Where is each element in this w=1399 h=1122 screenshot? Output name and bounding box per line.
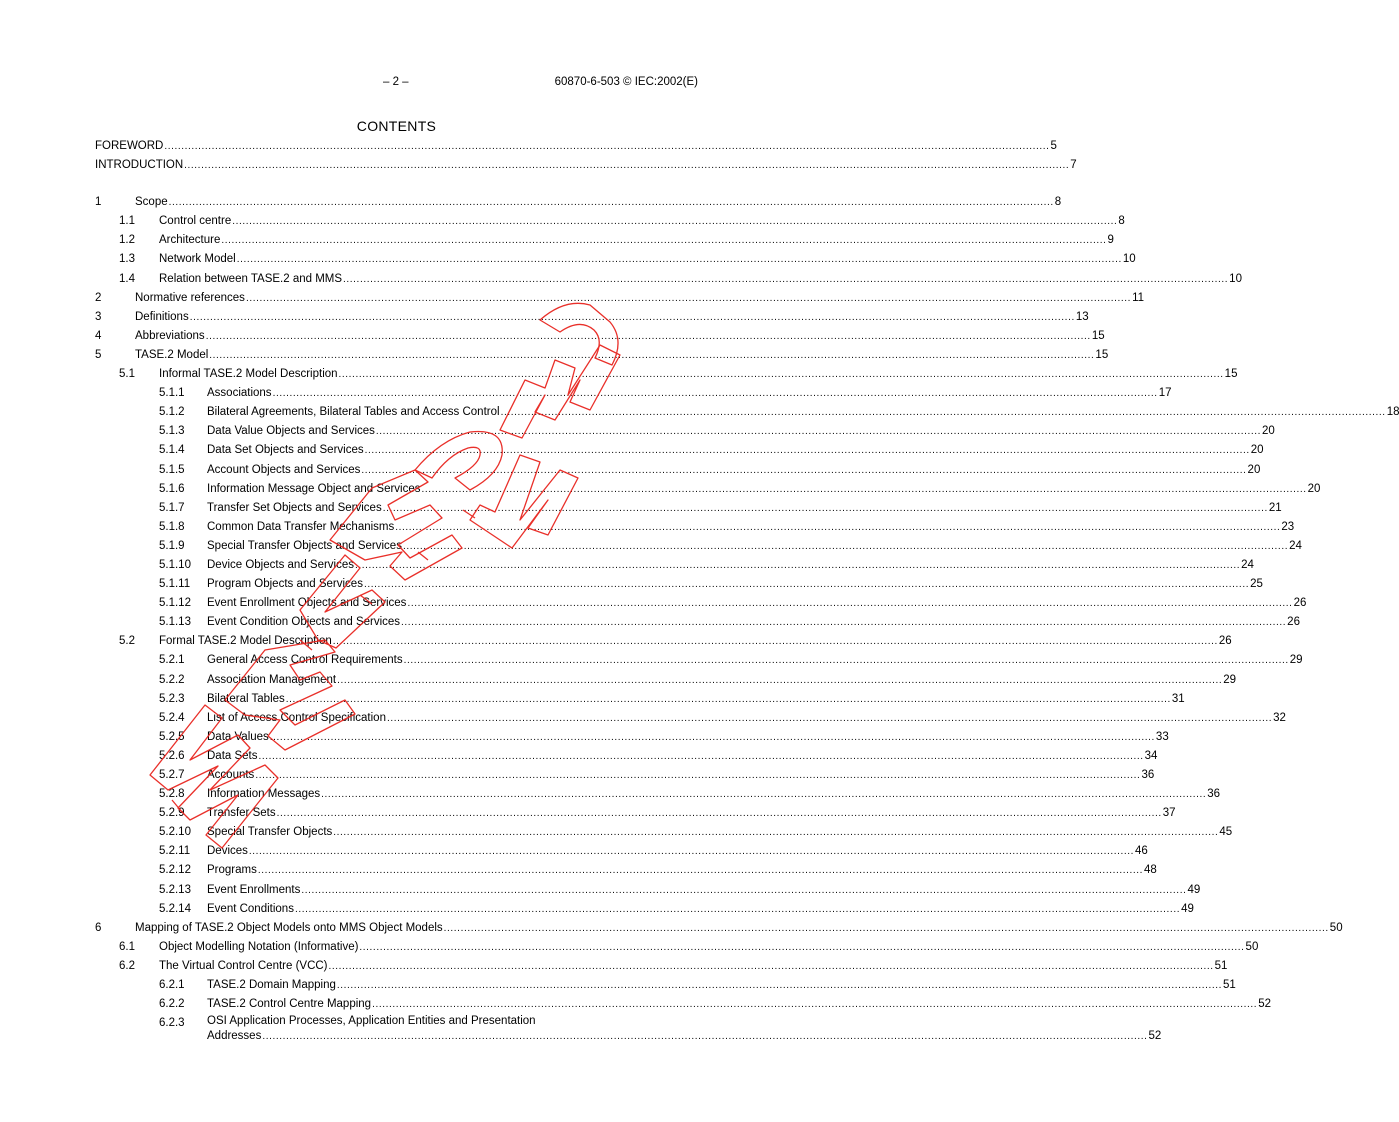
toc-leader-dots: [262, 1029, 1147, 1044]
toc-entry-page: 24: [1241, 558, 1254, 571]
toc-entry-number: 5.1.8: [159, 520, 185, 533]
toc-entry[interactable]: [95, 212, 1125, 231]
toc-entry-number: 6.2.1: [159, 979, 185, 992]
toc-leader-dots: [387, 709, 1272, 728]
toc-entry-title: Accounts: [207, 769, 255, 781]
toc-leader-dots: [361, 461, 1246, 480]
toc-entry-title: General Access Control Requirements: [207, 654, 403, 667]
toc-entry-page: 15: [1091, 329, 1105, 342]
toc-entry[interactable]: [95, 441, 1264, 460]
toc-entry[interactable]: [95, 499, 1282, 518]
toc-entry-title: Information Message Object and Services: [207, 482, 421, 495]
toc-entry-page: 17: [1158, 387, 1172, 400]
toc-entry-number: 1.3: [119, 253, 135, 266]
toc-entry-page: 45: [1219, 826, 1233, 839]
toc-entry-number: 1: [95, 196, 102, 209]
toc-leader-dots: [383, 499, 1268, 518]
toc-entry-page: 26: [1218, 635, 1232, 648]
toc-entry-number: 5.1.4: [159, 444, 185, 457]
toc-entry-number: 6.2.2: [159, 998, 185, 1011]
toc-entry[interactable]: [95, 289, 1145, 308]
toc-entry-page: 7: [1070, 159, 1077, 172]
toc-entry-title: Common Data Transfer Mechanisms: [207, 520, 395, 533]
toc-entry-page: 8: [1054, 196, 1062, 209]
toc-entry-title: Relation between TASE.2 and MMS: [159, 272, 343, 285]
toc-leader-dots: [339, 365, 1224, 384]
toc-entry-title: Special Transfer Objects: [207, 826, 333, 839]
toc-entry[interactable]: [95, 671, 1237, 690]
toc-entry-page: 26: [1287, 616, 1300, 629]
toc-entry-number: 6.2: [119, 959, 135, 972]
toc-entry[interactable]: [95, 403, 1399, 422]
toc-entry[interactable]: [95, 766, 1155, 785]
toc-entry-number: 5.2.13: [159, 883, 191, 896]
toc-entry-title: Event Enrollments: [207, 883, 301, 896]
toc-leader-dots: [333, 823, 1218, 842]
toc-entry-number: 5.1.11: [159, 578, 191, 591]
toc-entry[interactable]: [95, 308, 1089, 327]
toc-entry-page: 10: [1122, 253, 1136, 266]
toc-leader-dots: [270, 728, 1155, 747]
toc-entry-page: 49: [1181, 902, 1194, 915]
toc-entry-number: 5.2.4: [159, 711, 185, 724]
toc-entry-page: 25: [1250, 578, 1263, 591]
toc-leader-dots: [190, 308, 1075, 327]
toc-entry-page: 52: [1148, 1030, 1162, 1043]
toc-entry-page: 51: [1223, 979, 1236, 992]
toc-entry[interactable]: [95, 709, 1286, 728]
toc-entry-page: 31: [1171, 692, 1185, 705]
toc-entry[interactable]: [95, 575, 1263, 594]
toc-entry-page: 46: [1135, 845, 1148, 858]
toc-entry-number: 5.2.2: [159, 673, 185, 686]
toc-entry-page: 20: [1307, 482, 1321, 495]
toc-entry-title: Abbreviations: [135, 329, 205, 342]
toc-entry-title: FOREWORD: [95, 140, 164, 152]
toc-entry-number: 5.1.12: [159, 597, 191, 610]
toc-entry[interactable]: [95, 651, 1303, 670]
toc-leader-dots: [255, 766, 1140, 785]
toc-entry-title: Transfer Set Objects and Services: [207, 501, 382, 514]
toc-entry[interactable]: [95, 728, 1169, 747]
toc-entry-title: Program Objects and Services: [207, 578, 363, 591]
toc-entry-number: 5.2.3: [159, 692, 185, 705]
toc-leader-dots: [277, 804, 1162, 823]
toc-entry-page: 5: [1050, 140, 1057, 152]
toc-title: CONTENTS: [356, 118, 437, 134]
toc-entry-number: 5.2.14: [159, 902, 191, 915]
toc-entry-page: 34: [1144, 749, 1158, 762]
toc-entry-page: 20: [1262, 425, 1275, 438]
toc-entry-number: 5.1.10: [159, 558, 191, 571]
toc-entry-title: Scope: [135, 196, 168, 209]
toc-entry-number: 5.2.8: [159, 788, 185, 801]
toc-entry-number: 5.1.2: [159, 406, 185, 419]
toc-entry-title: Normative references: [135, 291, 245, 304]
toc-entry-number: 5.1.6: [159, 482, 185, 495]
toc-entry-page: 15: [1224, 368, 1238, 381]
toc-entry-title: Associations: [207, 387, 272, 400]
toc-entry[interactable]: [95, 193, 1062, 212]
toc-leader-dots: [359, 938, 1244, 957]
toc-entry[interactable]: [95, 1014, 1162, 1044]
table-of-contents: [95, 137, 1399, 1044]
toc-entry[interactable]: [95, 995, 1271, 1014]
toc-entry[interactable]: [95, 881, 1201, 900]
toc-leader-dots: [206, 327, 1091, 346]
toc-entry[interactable]: [95, 804, 1176, 823]
toc-leader-dots: [246, 289, 1131, 308]
toc-entry[interactable]: [95, 137, 1057, 156]
toc-entry-number: 5.1.3: [159, 425, 185, 438]
toc-entry[interactable]: [95, 556, 1254, 575]
toc-entry-page: 36: [1207, 788, 1221, 801]
toc-entry-title: Device Objects and Services: [207, 558, 355, 571]
toc-entry[interactable]: [95, 976, 1236, 995]
toc-leader-dots: [209, 346, 1094, 365]
toc-entry-page: 24: [1289, 539, 1302, 552]
toc-entry-page: 15: [1095, 348, 1109, 361]
toc-entry-number: 5.1.5: [159, 463, 185, 476]
toc-entry-title: Network Model: [159, 253, 236, 266]
toc-leader-dots: [364, 575, 1249, 594]
toc-entry-title: Data Set Objects and Services: [207, 444, 364, 457]
toc-entry-title: TASE.2 Model: [135, 348, 209, 361]
toc-leader-dots: [259, 747, 1144, 766]
toc-leader-dots: [501, 403, 1386, 422]
toc-leader-dots: [372, 995, 1257, 1014]
toc-entry-title: Account Objects and Services: [207, 463, 361, 476]
toc-entry-title: TASE.2 Control Centre Mapping: [207, 998, 372, 1011]
toc-entry-title: Programs: [207, 864, 257, 877]
toc-entry-page: 52: [1258, 998, 1271, 1011]
toc-entry-page: 33: [1155, 730, 1169, 743]
toc-leader-dots: [221, 231, 1106, 250]
toc-leader-dots: [401, 613, 1286, 632]
toc-entry[interactable]: [95, 270, 1242, 289]
toc-leader-dots: [444, 919, 1329, 938]
toc-entry-number: 1.1: [119, 215, 135, 228]
toc-entry-page: 32: [1273, 711, 1286, 724]
toc-entry-page: 20: [1250, 444, 1264, 457]
toc-entry-title: TASE.2 Domain Mapping: [207, 979, 336, 992]
toc-entry-number: 5.1: [119, 368, 135, 381]
toc-leader-dots: [343, 270, 1228, 289]
toc-entry[interactable]: [95, 537, 1302, 556]
toc-entry[interactable]: [95, 384, 1172, 403]
toc-entry-number: 5.1.13: [159, 616, 191, 629]
toc-leader-dots: [404, 651, 1289, 670]
toc-entry[interactable]: [95, 842, 1148, 861]
toc-leader-dots: [329, 957, 1214, 976]
toc-entry[interactable]: [95, 422, 1275, 441]
toc-entry[interactable]: [95, 690, 1185, 709]
toc-entry-number: 5.2.11: [159, 845, 191, 858]
toc-entry[interactable]: [95, 365, 1238, 384]
toc-entry-title: Transfer Sets: [207, 807, 276, 820]
toc-entry-title: Object Modelling Notation (Informative): [159, 940, 359, 953]
toc-entry[interactable]: [95, 919, 1343, 938]
toc-entry-title: Definitions: [135, 310, 189, 323]
toc-entry-number: 5.2.1: [159, 654, 185, 667]
toc-entry[interactable]: [95, 518, 1295, 537]
toc-entry-page: 49: [1187, 883, 1201, 896]
toc-entry-page: 50: [1329, 921, 1343, 934]
toc-leader-dots: [232, 212, 1117, 231]
toc-entry-title: Event Condition Objects and Services: [207, 616, 401, 629]
toc-entry[interactable]: [95, 613, 1300, 632]
toc-entry-number: 5.1.9: [159, 539, 185, 552]
toc-entry-title: Bilateral Tables: [207, 692, 285, 705]
toc-entry-page: 18: [1386, 406, 1399, 419]
toc-entry-number: 5.2.9: [159, 807, 185, 820]
toc-leader-dots: [395, 518, 1280, 537]
toc-leader-dots: [258, 861, 1143, 880]
toc-entry-page: 10: [1229, 272, 1242, 285]
toc-entry-number: 5.1.1: [159, 387, 185, 400]
toc-leader-dots: [355, 556, 1240, 575]
toc-entry-title-continued: Addresses: [207, 1030, 262, 1043]
toc-entry-number: 2: [95, 291, 102, 304]
toc-entry-number: 5.2.7: [159, 769, 185, 781]
toc-entry[interactable]: [95, 632, 1232, 651]
toc-entry-page: 20: [1247, 463, 1261, 476]
toc-entry[interactable]: [95, 461, 1261, 480]
toc-leader-dots: [237, 250, 1122, 269]
toc-entry-page: 23: [1281, 520, 1295, 533]
toc-entry[interactable]: [95, 594, 1307, 613]
toc-leader-dots: [301, 881, 1186, 900]
toc-entry-page: 51: [1214, 959, 1228, 972]
toc-leader-dots: [169, 193, 1054, 212]
toc-entry-page: 9: [1107, 234, 1114, 247]
toc-entry[interactable]: [95, 938, 1259, 957]
toc-entry-number: 5: [95, 348, 102, 361]
toc-leader-dots: [337, 671, 1222, 690]
toc-entry[interactable]: [95, 156, 1077, 175]
toc-leader-dots: [286, 690, 1171, 709]
toc-leader-dots: [273, 384, 1158, 403]
toc-entry-page: 26: [1293, 597, 1307, 610]
toc-entry-title: Control centre: [159, 215, 232, 228]
page-number: – 2 –: [383, 76, 409, 88]
toc-entry-page: 37: [1162, 807, 1176, 820]
toc-leader-dots: [184, 156, 1069, 175]
toc-entry-page: 8: [1118, 215, 1125, 228]
toc-entry-page: 21: [1268, 501, 1282, 514]
toc-entry-page: 36: [1141, 769, 1155, 781]
toc-entry-page: 13: [1075, 310, 1089, 323]
document-reference: 60870-6-503 © IEC:2002(E): [554, 76, 698, 88]
toc-entry-page: 29: [1223, 673, 1237, 686]
toc-entry-number: 5.1.7: [159, 501, 185, 514]
toc-entry-number: 6.1: [119, 940, 135, 953]
toc-leader-dots: [376, 422, 1261, 441]
toc-leader-dots: [407, 594, 1292, 613]
toc-leader-dots: [365, 441, 1250, 460]
toc-entry-number: 5.2.12: [159, 864, 191, 877]
toc-entry-title: Data Value Objects and Services: [207, 425, 375, 438]
toc-entry[interactable]: [95, 785, 1221, 804]
toc-entry[interactable]: [95, 747, 1158, 766]
toc-entry-number: 5.2.10: [159, 826, 191, 839]
toc-entry-title: Information Messages: [207, 788, 321, 801]
toc-entry-title: Data Sets: [207, 749, 258, 762]
toc-entry-title: Bilateral Agreements, Bilateral Tables and Access Control: [207, 406, 500, 419]
toc-entry[interactable]: [95, 900, 1194, 919]
toc-entry-title: Special Transfer Objects and Services: [207, 539, 402, 552]
toc-entry-title: Formal TASE.2 Model Description: [159, 635, 332, 648]
toc-entry-number: 4: [95, 329, 102, 342]
toc-entry-title: List of Access Control Specification: [207, 711, 386, 724]
toc-entry-number: 6.2.3: [159, 1017, 185, 1030]
toc-entry-number: 5.2.6: [159, 749, 185, 762]
toc-entry-title: Event Conditions: [207, 902, 294, 915]
toc-entry-title: INTRODUCTION: [95, 159, 184, 172]
toc-entry-number: 5.2: [119, 635, 135, 648]
toc-leader-dots: [333, 632, 1218, 651]
toc-leader-dots: [403, 537, 1288, 556]
toc-leader-dots: [337, 976, 1222, 995]
toc-entry-page: 50: [1245, 940, 1259, 953]
toc-entry[interactable]: [95, 957, 1228, 976]
toc-leader-dots: [249, 842, 1134, 861]
toc-entry-number: 6: [95, 921, 102, 934]
toc-entry[interactable]: [95, 327, 1105, 346]
page-header: [0, 76, 793, 92]
toc-leader-dots: [295, 900, 1180, 919]
toc-leader-dots: [164, 137, 1049, 156]
toc-entry-title: Architecture: [159, 234, 221, 247]
toc-entry-title: Association Management: [207, 673, 337, 686]
toc-entry-title: Data Values: [207, 730, 269, 743]
toc-entry[interactable]: [95, 231, 1114, 250]
toc-entry-page: 29: [1289, 654, 1303, 667]
toc-entry-title: OSI Application Processes, Application Entities and Presentation: [207, 1015, 536, 1028]
toc-entry-number: 5.2.5: [159, 730, 185, 743]
toc-entry-title: Informal TASE.2 Model Description: [159, 368, 338, 381]
toc-entry[interactable]: [95, 823, 1233, 842]
toc-entry[interactable]: [95, 346, 1109, 365]
toc-entry[interactable]: [95, 250, 1136, 269]
toc-entry-title: Event Enrollment Objects and Services: [207, 597, 407, 610]
toc-entry-title: Devices: [207, 845, 248, 858]
toc-entry-title: Mapping of TASE.2 Object Models onto MMS Object Models: [135, 921, 443, 934]
toc-entry-title: The Virtual Control Centre (VCC): [159, 959, 328, 972]
toc-entry[interactable]: [95, 480, 1321, 499]
toc-entry-number: 3: [95, 310, 102, 323]
toc-entry-page: 11: [1132, 291, 1145, 304]
toc-entry-page: 48: [1143, 864, 1157, 877]
toc-leader-dots: [321, 785, 1206, 804]
toc-leader-dots: [422, 480, 1307, 499]
toc-entry-number: 1.4: [119, 272, 135, 285]
toc-entry[interactable]: [95, 861, 1157, 880]
toc-entry-number: 1.2: [119, 234, 135, 247]
